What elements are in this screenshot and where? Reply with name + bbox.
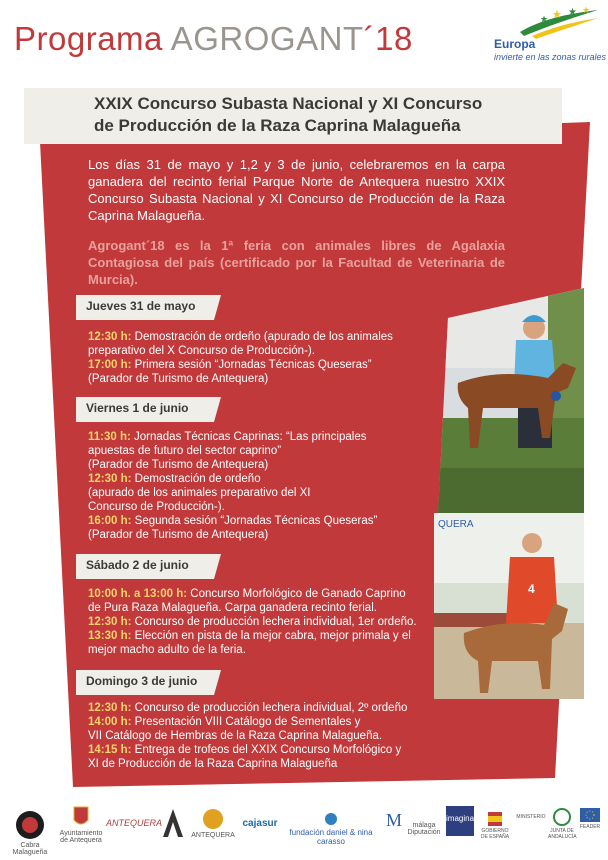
goat-photo-2 (434, 513, 584, 699)
intro-paragraph: Los días 31 de mayo y 1,2 y 3 de junio, celebraremos en la carpa ganadera del recinto ferial Parque Norte de Antequera nuestro XXIX Concurso Subasta Nacional y XI Concurso de Producción de la Raza Caprina Malagueña. (88, 157, 505, 223)
agalaxia-note: Agrogant´18 es la 1ª feria con animales libres de Agalaxia Contagiosa del país (certificado por la Facultad de Veterinaria de Murcia). (88, 238, 505, 287)
banner-line-2: de Producción de la Raza Caprina Malagueña (94, 116, 461, 135)
svg-text:★: ★ (540, 14, 549, 24)
svg-text:★: ★ (582, 6, 591, 15)
event-row: 11:30 h: Jornadas Técnicas Caprinas: “Las principales (88, 431, 367, 443)
event-row: mejor macho adulto de la feria. (88, 644, 246, 656)
logo-fundacion: fundación daniel & nina carasso (286, 812, 376, 846)
event-row: (apurado de los animales preparativo del XI (88, 487, 311, 499)
page-title (14, 20, 413, 58)
day-label-thursday: Jueves 31 de mayo (86, 299, 196, 313)
day-label-sunday: Domingo 3 de junio (86, 674, 198, 688)
logo-ministerio: MINISTERIO (516, 814, 546, 820)
banner-line-1: XXIX Concurso Subasta Nacional y XI Concurso (94, 94, 483, 113)
day-events-friday (88, 430, 448, 542)
event-row: (Parador de Turismo de Antequera) (88, 373, 269, 385)
monument-icon (162, 808, 184, 838)
event-row: 13:30 h: Elección en pista de la mejor cabra, mejor primala y el (88, 630, 411, 642)
day-label-saturday: Sábado 2 de junio (86, 558, 189, 572)
svg-text:★: ★ (568, 7, 577, 18)
logo-feader: FEADER (576, 808, 604, 830)
spain-crest-icon (488, 812, 502, 826)
event-row: 12:30 h: Demostración de ordeño (apurado de los animales (88, 331, 393, 343)
title-brand: AGROGANT (170, 20, 364, 57)
event-row: 12:30 h: Demostración de ordeño (88, 473, 261, 485)
title-year: ´18 (363, 20, 413, 57)
photo-sign-text: QUERA (438, 519, 474, 530)
day-label-friday: Viernes 1 de junio (86, 401, 189, 415)
photo-vest-number: 4 (528, 582, 535, 596)
logo-cajasur: cajasur (242, 818, 278, 829)
event-row: 14:15 h: Entrega de trofeos del XXIX Concurso Morfológico y (88, 744, 402, 756)
antequera-icon (202, 808, 224, 830)
eu-flag-icon (580, 808, 600, 822)
sponsor-logos (8, 802, 604, 856)
event-row: 16:00 h: Segunda sesión “Jornadas Técnicas Queseras” (88, 515, 378, 527)
event-row: apuestas de futuro del sector caprino” (88, 445, 282, 457)
logo-antequera-script: ANTEQUERA (106, 818, 163, 828)
day-events-saturday (88, 587, 438, 657)
shield-icon (73, 806, 89, 828)
event-banner (24, 88, 562, 144)
fundacion-icon (324, 812, 338, 826)
logo-a-monument (158, 808, 188, 840)
logo-m: M (385, 810, 402, 830)
event-row: de Pura Raza Malagueña. Carpa ganadera recinto ferial. (88, 602, 377, 614)
event-row: 12:30 h: Concurso de producción lechera individual, 2º ordeño (88, 702, 408, 714)
event-row: (Parador de Turismo de Antequera) (88, 459, 269, 471)
event-row: 10:00 h. a 13:00 h: Concurso Morfológico de Ganado Caprino (88, 588, 406, 600)
andalucia-stars-icon (520, 6, 600, 40)
logo-cabra-malaguena: Cabra Malagueña (10, 810, 50, 846)
event-row: (Parador de Turismo de Antequera) (88, 529, 269, 541)
europa-logo (494, 6, 607, 70)
event-row: Concurso de Producción-). (88, 501, 225, 513)
event-row: 14:00 h: Presentación VIII Catálogo de Sementales y (88, 716, 361, 728)
logo-imagina: imagina (446, 806, 474, 836)
goat-logo-icon (13, 810, 47, 840)
junta-icon (553, 808, 571, 826)
logo-gobierno: GOBIERNO DE ESPAÑA (478, 812, 512, 840)
title-prefix: Programa (14, 20, 171, 57)
event-row: VII Catálogo de Hembras de la Raza Caprina Malagueña. (88, 730, 383, 742)
goat-photo-1 (438, 268, 584, 514)
event-row: preparativo del X Concurso de Producción-). (88, 345, 315, 357)
event-row: XI de Producción de la Raza Caprina Malagueña (88, 758, 338, 770)
day-events-thursday (88, 330, 448, 386)
europa-tagline: invierte en las zonas rurales (494, 52, 607, 62)
day-events-sunday (88, 701, 448, 771)
europa-label: Europa (494, 37, 536, 51)
event-row: 17:00 h: Primera sesión “Jornadas Técnicas Queseras” (88, 359, 372, 371)
logo-malaga-diputacion: málaga Diputación (407, 822, 441, 836)
logo-ayuntamiento: Ayuntamiento de Antequera (58, 806, 104, 844)
event-row: 12:30 h: Concurso de producción lechera individual, 1er ordeño. (88, 616, 417, 628)
svg-text:★: ★ (552, 9, 562, 21)
logo-antequera: ANTEQUERA (188, 808, 238, 839)
logo-junta: JUNTA DE ANDALUCÍA (548, 808, 576, 840)
